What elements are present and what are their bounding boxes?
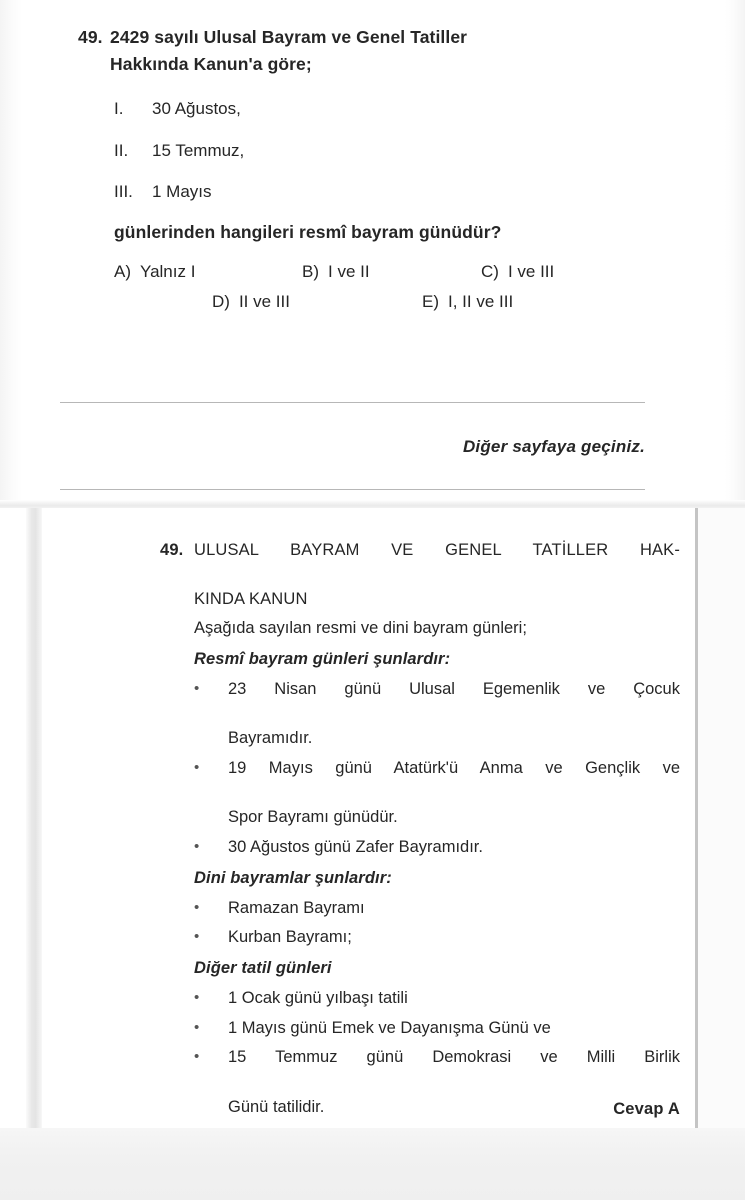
option-text: Yalnız I [140,262,196,282]
roman-key: I. [114,99,124,119]
list-item [194,756,680,830]
bullet-text [228,677,680,751]
question-stem [78,24,646,77]
bullet-line-2: Spor Bayramı günüdür. [228,808,398,827]
explanation-right-margin [698,508,745,1128]
bullet-line-1: Ramazan Bayramı [228,898,365,917]
divider-top [60,402,645,403]
answer-option-e[interactable] [422,289,513,315]
answer-option-b[interactable] [302,259,481,285]
bullet-icon: • [194,988,200,1006]
bullet-line-1: 23 Nisan günü Ulusal Egemenlik ve Çocuk [228,679,680,698]
option-text: I ve III [507,262,555,282]
list-item [194,677,680,751]
option-letter: A) [114,262,131,282]
bullet-icon: • [194,679,200,697]
explanation-body [194,616,680,1120]
list-item [194,925,680,950]
bullet-text [228,986,680,1011]
bullet-text [228,925,680,950]
roman-numeral-list [78,97,646,205]
option-text: II ve III [238,291,290,311]
question-stem-line-1: 2429 sayılı Ulusal Bayram ve Genel Tatiller [110,27,468,47]
answer-options-row-2 [114,289,646,315]
option-letter: E) [422,291,439,311]
question-stem-line-2: Hakkında Kanun'a göre; [110,53,312,74]
answer-options-row-1 [114,259,646,285]
bullet-line-1: 1 Mayıs günü Emek ve Dayanışma Günü ve [228,1018,551,1037]
roman-value: 30 Ağustos, [152,99,241,119]
explanation-right-rule [695,508,698,1128]
list-item [114,97,646,122]
page-bottom-background [0,1128,745,1200]
page-footnote: Diğer sayfaya geçiniz. [462,437,645,456]
bullet-text [228,1016,680,1041]
bullet-line-1: 19 Mayıs günü Atatürk'ü Anma ve Gençlik ve [228,758,680,777]
explanation-number: 49. [160,541,184,559]
bullet-text [228,896,680,921]
bullet-line-1: 1 Ocak günü yılbaşı tatili [228,988,408,1007]
roman-value: 1 Mayıs [152,182,212,202]
section-heading-dini: Dini bayramlar şunlardır: [194,868,392,887]
question-number: 49. [78,27,103,47]
option-letter: B) [302,262,319,282]
explanation-title-line-1: ULUSAL BAYRAM VE GENEL TATİLLER HAK- [194,541,680,559]
explanation-block [160,538,680,1125]
bullet-text [228,756,680,830]
divider-bottom [60,489,645,490]
bullet-line-2: Bayramıdır. [228,729,313,748]
answer-option-a[interactable] [114,259,302,285]
explanation-left-edge [26,508,42,1128]
answer-option-d[interactable] [212,289,422,315]
bullet-text [228,835,680,860]
option-letter: D) [212,291,230,311]
explanation-title-line-2: KINDA KANUN [194,589,308,608]
bullet-icon: • [194,898,200,916]
answer-options [78,259,646,314]
bullet-line-1: 30 Ağustos günü Zafer Bayramıdır. [228,838,483,857]
bullet-icon: • [194,758,200,776]
list-item [114,139,646,164]
section-heading-diger: Diğer tatil günleri [194,959,332,978]
explanation-intro: Aşağıda sayılan resmi ve dini bayram günleri; [194,619,527,638]
question-stem-text [110,24,646,77]
bullet-icon: • [194,928,200,946]
bullet-list-resmi [194,677,680,860]
question-panel [0,0,745,508]
roman-key: II. [114,140,129,160]
roman-key: III. [114,182,133,202]
question-block [78,24,646,318]
bullet-line-2: Günü tatilidir. [228,1097,325,1116]
list-item [194,986,680,1011]
bullet-icon: • [194,1048,200,1066]
list-item [194,1016,680,1041]
bullet-list-dini [194,896,680,951]
bullet-line-1: Kurban Bayramı; [228,928,352,947]
bullet-icon: • [194,1018,200,1036]
list-item [114,180,646,205]
roman-value: 15 Temmuz, [152,140,245,160]
question-prompt: günlerinden hangileri resmî bayram günüdür? [114,222,502,243]
option-text: I ve II [328,262,370,282]
answer-option-c[interactable] [481,259,554,285]
list-item [194,835,680,860]
section-heading-resmi: Resmî bayram günleri şunlardır: [194,649,451,668]
option-text: I, II ve III [448,291,514,311]
bullet-icon: • [194,838,200,856]
bullet-line-1: 15 Temmuz günü Demokrasi ve Milli Birlik [228,1048,680,1067]
explanation-heading [160,538,680,611]
list-item [194,896,680,921]
answer-key: Cevap A [613,1100,680,1118]
explanation-title [194,538,680,611]
option-letter: C) [481,262,499,282]
